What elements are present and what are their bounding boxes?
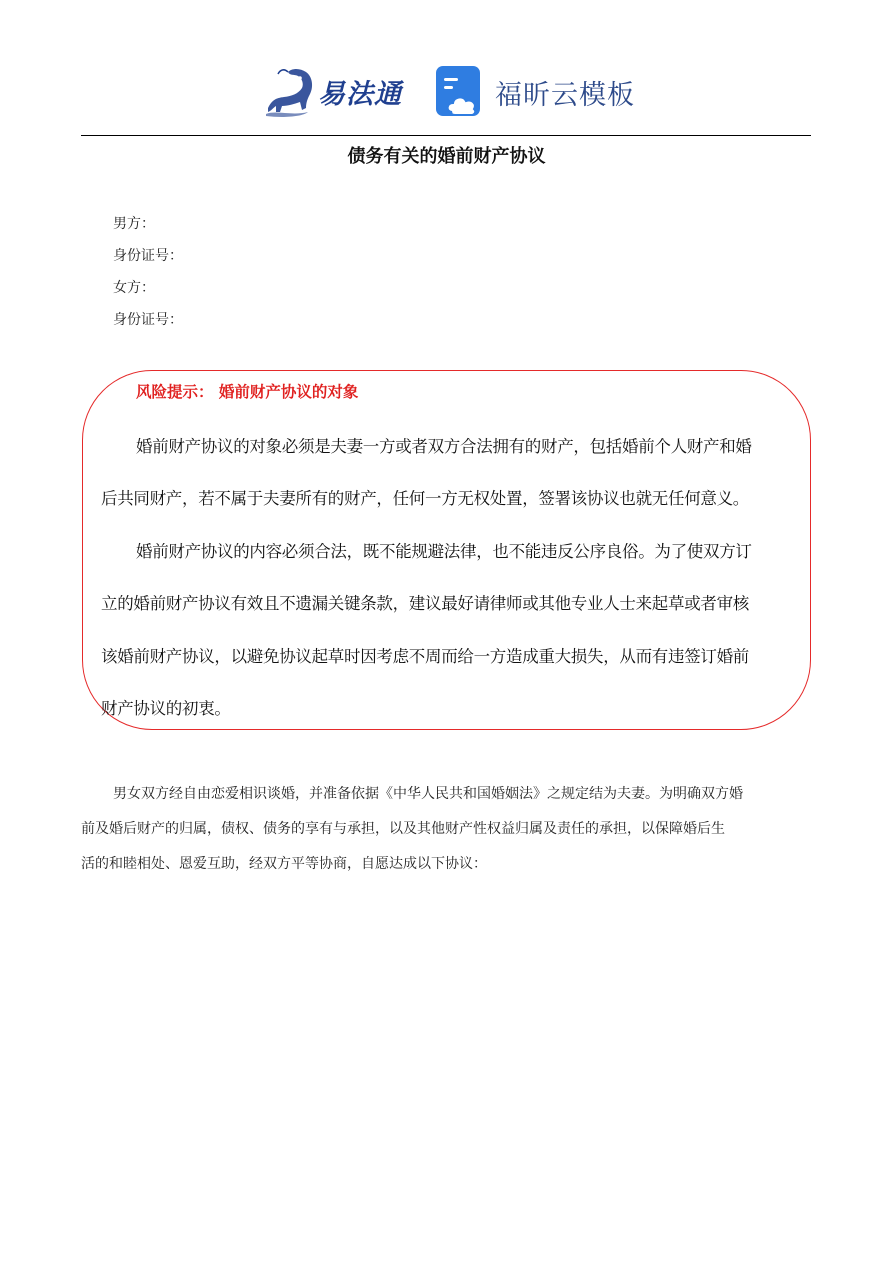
- header-divider: [81, 135, 811, 136]
- female-id-label: 身份证号：: [113, 312, 183, 328]
- male-id-label: 身份证号：: [113, 248, 183, 264]
- document-title: 债务有关的婚前财产协议: [347, 146, 546, 167]
- risk-notice-line: 立的婚前财产协议有效且不遗漏关键条款，建议最好请律师或其他专业人士来起草或者审核: [101, 594, 750, 613]
- document-header: [0, 58, 893, 124]
- cloud-document-icon: [436, 66, 484, 118]
- risk-notice-line: 该婚前财产协议，以避免协议起草时因考虑不周而给一方造成重大损失，从而有违签订婚前: [101, 647, 750, 666]
- female-party-label: 女方：: [113, 280, 155, 296]
- body-paragraph-line: 活的和睦相处、恩爱互助，经双方平等协商，自愿达成以下协议：: [81, 856, 487, 872]
- body-paragraph-line: 男女双方经自由恋爱相识谈婚，并准备依据《中华人民共和国婚姻法》之规定结为夫妻。为明确双方婚: [113, 786, 743, 802]
- yifatong-logo: [262, 64, 412, 118]
- foxit-logo-text: 福昕云模板: [495, 80, 635, 111]
- risk-notice-line: 婚前财产协议的内容必须合法，既不能规避法律，也不能违反公序良俗。为了使双方订: [136, 542, 752, 561]
- foxit-logo-mark: [436, 66, 484, 118]
- risk-notice-title: 风险提示： 婚前财产协议的对象: [136, 383, 359, 401]
- qilin-mascot-icon: [262, 64, 322, 118]
- body-paragraph-line: 前及婚后财产的归属，债权、债务的享有与承担，以及其他财产性权益归属及责任的承担，以保障婚后生: [81, 821, 725, 837]
- risk-notice-line: 婚前财产协议的对象必须是夫妻一方或者双方合法拥有的财产，包括婚前个人财产和婚: [136, 437, 752, 456]
- yifatong-logo-text: 易法通: [318, 79, 402, 110]
- male-party-label: 男方：: [113, 216, 155, 232]
- risk-notice-line: 财产协议的初衷。: [101, 699, 231, 718]
- risk-notice-line: 后共同财产，若不属于夫妻所有的财产，任何一方无权处置，签署该协议也就无任何意义。: [101, 489, 750, 508]
